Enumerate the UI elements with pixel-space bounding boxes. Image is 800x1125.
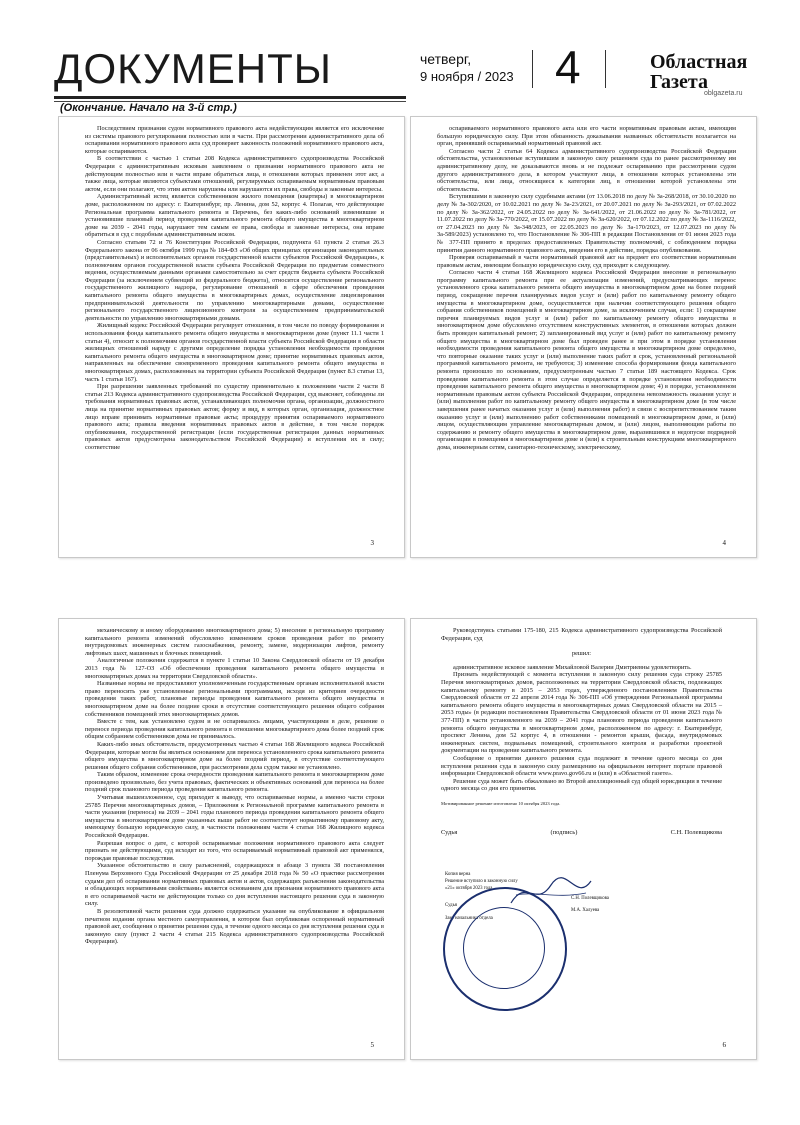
paragraph: Вместе с тем, как установлено судом и не оспаривалось лицами, участвующими в деле, решение о переносе периода проведения капитального ремонта в отношении многоквартирного дома более поздний срок общим собранием собственников дома не принималось.: [85, 718, 384, 741]
paragraph: Согласно статьям 72 и 76 Конституции Российской Федерации, подпункта 61 пункта 2 статьи 26.3 Федерального закона от 06 октября 1999 года № 184-ФЗ «Об общих принципах организации законодательных (представительных) и исполнительных органов государственной власти субъектов Российской Федерации», к полномочиям органов государственной власти субъекта Российской Федерации по предметам совместного ведения, осуществляемым данными органами самостоятельно за счет средств бюджета субъекта Российской Федерации (за исключением субвенций из федерального бюджета), относится осуществление регионального государственного жилищного надзора, регулирование отношений в сфере обеспечения проведения капитального ремонта общего имущества в многоквартирных домах, осуществление лицензирования предпринимательской деятельности по управлению многоквартирными домами, осуществление регионального государственного лицензионного контроля за осуществлением предпринимательской деятельности по управлению многоквартирными домами.: [85, 238, 384, 322]
court-intro: Руководствуясь статьями 175-180, 215 Кодекса административного судопроизводства Российской Федерации, суд: [441, 627, 722, 642]
copy-name: С.Н. Полевщикова: [571, 896, 609, 901]
paragraph: Учитывая вышеизложенное, суд приходит к выводу, что оспариваемые нормы, а именно части строки 25785 Перечня многоквартирных домов, – Приложения к Региональной программе капитального ремонта в части указания (переноса) на 2039 – 2041 годы планового периода проведения капитального ремонта общего имущества в многоквартирном доме указанных выше работ не соответствует нормативному правовому акту, имеющему большую юридическую силу, в частности положениям части 4 статьи 168 Жилищного кодекса Российской Федерации.: [85, 794, 384, 840]
title-rule: [54, 96, 406, 99]
masthead: [0, 0, 800, 100]
document-page-3: [58, 116, 405, 558]
document-page-6: [410, 618, 757, 1060]
paragraph: В резолютивной части решения суда должно содержаться указание на опубликование в официальном печатном издании органа местного самоуправления, в котором был опубликован оспоренный нормативный правовой акт, сообщения о принятии решения суда, в течение одного месяца со дня вступления решения суда в законную силу (пункт 2 части 4 статьи 215 Кодекса административного судопроизводства Российской Федерации).: [85, 907, 384, 946]
paragraph: Разрешая вопрос о дате, с которой оспариваемые положения нормативного правового акта следует признать не действующими, суд исходит из того, что оспариваемый нормативный правовой акт применялся, порождая правовые последствия.: [85, 839, 384, 862]
logo-line1: Областная: [650, 51, 748, 73]
section-title: ДОКУМЕНТЫ: [54, 45, 332, 92]
page-body: [85, 627, 384, 946]
paragraph: Названные нормы не предоставляют уполномоченным государственным органам исполнительной власти право переносить уже установленные региональными программами, исходя из критериев очередности проведения таких работ, плановые периоды проведения капитального ремонта общего имущества в многоквартирном доме на более поздние сроки в отсутствие соответствующего решения общего собрания собственников помещений этих многоквартирных домов.: [85, 680, 384, 718]
paragraph: В соответствии с частью 1 статьи 208 Кодекса административного судопроизводства Российской Федерации с административным исковым заявлением о признании нормативного правового акта не действующим полностью или в части вправе обратиться лица, в отношении которых применен этот акт, а также лица, которые являются субъектами отношений, регулируемых оспариваемым нормативным правовым актом, если они полагают, что этим актом нарушены или нарушаются их права, свободы и законные интересы.: [85, 155, 384, 193]
page-number: 4: [722, 539, 726, 547]
reasoned-decision-note: Мотивированное решение изготовлено 10 октября 2023 года.: [441, 800, 561, 806]
document-page-4: [410, 116, 757, 558]
page-number: 6: [722, 1041, 726, 1049]
newspaper-logo: [650, 52, 747, 92]
issue-date-value: 9 ноября / 2023: [420, 69, 514, 84]
paragraph: Аналогичные положения содержатся в пункте 1 статьи 10 Закона Свердловской области от 19 декабря 2013 года № 127-ОЗ «Об обеспечении проведения капитального ремонта общего имущества в многоквартирных домах на территории Свердловской области».: [85, 657, 384, 680]
separator: [605, 50, 606, 88]
site-url: oblgazeta.ru: [704, 90, 743, 97]
paragraph: Последствием признания судом нормативного правового акта недействующим является его исключение из системы правового регулирования полностью или в части. При рассмотрении административного дела об оспаривании нормативного правового акта суд проверяет законность положений нормативного правового акта, которые оспариваются.: [85, 125, 384, 155]
copy-line: Копия верна: [445, 872, 471, 877]
paragraph: Решение суда может быть обжаловано во Второй апелляционный суд общей юрисдикции в течение одного месяца со дня его принятия.: [441, 777, 722, 793]
newspaper-page-number: 4: [555, 41, 581, 93]
paragraph: Согласно части 4 статьи 168 Жилищного кодекса Российской Федерации внесение в региональную программу капитального ремонта при ее актуализации изменений, предусматривающих перенос установленного срока капитального ремонта общего имущества в многоквартирном доме на более поздний период, сокращение перечня планируемых видов услуг и (или) работ по капитальному ремонту общего имущества в многоквартирном доме, осуществляется при наличии соответствующего решения общего собрания собственников помещений в многоквартирном доме, за исключением случая, если: 1) сокращение перечня планируемых видов услуг и (или) работ по капитальному ремонту общего имущества в многоквартирном доме обусловлено отсутствием конструктивных элементов, в отношении которых должен быть проведен капитальный ремонт; 2) запланированный вид услуг и (или) работ по капитальному ремонту общего имущества в многоквартирном доме был проведен ранее и при этом в порядке установления необходимости проведения капитального ремонта общего имущества в многоквартирном доме определено, что повторные оказание таких услуг и (или) выполнение таких работ в срок, установленный региональной программой капитального ремонта, не требуются; 3) изменение способа формирования фонда капитального ремонта произошло по основаниям, предусмотренным частью 7 статьи 189 настоящего Кодекса. Срок проведения капитального ремонта в этом случае определяется в порядке установления необходимости проведения капитального ремонта общего имущества в многоквартирном доме; 4) в порядке, установленном нормативным правовым актом субъекта Российской Федерации, определена невозможность оказания услуг и (или) выполнения работ по капитальному ремонту общего имущества в многоквартирном доме (в том числе завершения ранее начатых оказания услуг и (или) выполнения работ) в связи с воспрепятствованием таким оказанию услуг и (или) выполнению работ собственниками помещений в многоквартирном доме, и (или) лицом, осуществляющим управление многоквартирным домом, и (или) лицом, выполняющим работы по содержанию и ремонту общего имущества в многоквартирном доме, выразившимся в недопуске подрядной организации в помещения в многоквартирном доме и (или) к строительным конструкциям многоквартирного дома, инженерным сетям, санитарно-техническому, электрическому,: [437, 269, 736, 451]
separator: [532, 50, 533, 88]
paragraph: При разрешении заявленных требований по существу применительно к положениям части 2 части 8 статьи 213 Кодекса административного судопроизводства Российской Федерации, суд выясняет, соблюдены ли требования нормативных правовых актов, устанавливающих полномочия органа, организации, должностного лица на принятие нормативных правовых актов; форму и вид, в которых орган, организация, должностное лицо вправе принимать нормативные правовые акты; процедуру принятия оспариваемого нормативного правового акта; правила введения нормативных правовых актов в действие, в том числе порядок опубликования, государственной регистрации (если государственная регистрация данных нормативных правовых актов предусмотрена законодательством Российской Федерации) и вступления их в силу; соответствие: [85, 383, 384, 451]
decision-heading: решил:: [571, 650, 592, 658]
paragraph: Признать недействующей с момента вступления в законную силу решения суда строку 25785 Перечня многоквартирных домов, расположенных на территории Свердловской области, подлежащих капитальному ремонту в 2015 – 2053 годах, утвержденного постановлением Правительства Свердловской области от 22 апреля 2014 года № 306-ПП «Об утверждении Региональной программы капитального ремонта общего имущества в многоквартирных домах Свердловской области на 2015 – 2053 годы» (в редакции постановления Правительства Свердловской области от 01 июня 2023 года № 377-ПП) в части установленного на 2039 – 2041 годы планового периода проведения капитального ремонта общего имущества в многоквартирном доме, расположенном по адресу: г. Екатеринбург, проспект Ленина, дом 52 корпус 4, в отношении - ремонтов крыши, фасада, внутридомовых инженерных систем, подвальных помещений, строительного контроля и разработки проектной документации на проведение капитального ремонта.: [441, 671, 722, 755]
document-page-5: [58, 618, 405, 1060]
copy-line: Судья: [445, 903, 458, 908]
page-body: [85, 125, 384, 452]
stamp-inner-ring: [463, 907, 545, 989]
page-body: [441, 627, 722, 836]
paragraph: Таким образом, изменение срока очередности проведения капитального ремонта в многоквартирном доме произведено произвольно, без учета правовых, фактических и объективных оснований для переноса на более поздний срок планового периода проведения капитального ремонта.: [85, 771, 384, 794]
paragraph: Согласно части 2 статьи 64 Кодекса административного судопроизводства Российской Федерации обстоятельства, установленные вступившим в законную силу решением суда по ранее рассмотренному им административному делу, не доказываются вновь и не подлежат оспариванию при рассмотрении судом другого административного дела, в котором участвуют лица, в отношении которых установлены эти обстоятельства, или лица, относящиеся к категории лиц, в отношении которой установлены эти обстоятельства.: [437, 147, 736, 193]
copy-line: «21» октября 2023 года: [445, 886, 493, 891]
continuation-note: (Окончание. Начало на 3-й стр.): [60, 102, 237, 114]
paragraph: Административный истец является собственником жилого помещения (квартиры) в многоквартирном доме, расположенном по адресу: г. Екатеринбург, пр. Ленина, дом 52, корпус 4. Полагая, что действующие Региональная программа капитального ремонта и Перечень, без каких-либо оснований изменившие и установившие плановый период проведения капитального ремонта общего имущества в многоквартирном доме на 2039 - 2041 годы, нарушают тем самым ее права, свободы и законные интересы, она вправе обратиться в суд с подобным административным иском.: [85, 193, 384, 239]
paragraph: Вступившими в законную силу судебными актами (от 13.06.2018 по делу № За-268/2018, от 30.10.2020 по делу № За-302/2020, от 10.02.2021 по делу № За-23/2021, от 20.07.2021 по делу № За-293/2021, от 07.02.2022 по делу № За-362/2022, от 24.05.2022 по делу № За-641/2022, от 21.06.2022 по делу № За-781/2022, от 11.07.2022 по делу № За-770/2022, от 15.07.2022 по делу № За-620/2022, от 07.12.2022 по делу № За-1116/2022, от 27.04.2023 по делу № За-348/2023, от 22.05.2023 по делу № За-170/2023, от 12.07.2023 по делу № За-589/2023) установлено то, что Постановление № 306-ПП в редакции Постановления от 01 июня 2023 года № 377-ПП принято в пределах предоставленных Правительству полномочий, с соблюдением порядка принятия данного нормативного правового акта, введения его в действие, порядка опубликования.: [437, 193, 736, 254]
signature-label: (подпись): [550, 828, 578, 836]
signature-row: [441, 829, 722, 837]
paragraph: Каких-либо иных обстоятельств, предусмотренных частью 4 статьи 168 Жилищного кодекса Российской Федерации, которые могли бы являться основанием для переноса установленного срока капитального ремонта общего имущества в многоквартирном доме на более поздний период, в отсутствие соответствующего решения общего собрания собственников, при рассмотрении дела судом также не установлено.: [85, 740, 384, 771]
paragraph: административное исковое заявление Михайловой Валерии Дмитриевны удовлетворить.: [453, 663, 692, 671]
paragraph: Проверяя оспариваемый в части нормативный правовой акт на предмет его соответствия нормативным правовым актам, имеющим большую юридическую силу, суд приходит к следующему.: [437, 254, 736, 269]
paragraph: Жилищный кодекс Российской Федерации регулирует отношения, в том числе по поводу формирования и использования фонда капитального ремонта общего имущества в многоквартирном доме (пункт 11.1 части 1 статьи 4), относит к полномочиям органов государственной власти субъекта Российской Федерации в области жилищных отношений наряду с другими определение порядка установления необходимости проведения капитального ремонта общего имущества в многоквартирном доме; принятие нормативных правовых актов, направленных на обеспечение своевременного проведения капитального ремонта общего имущества в многоквартирных домах, расположенных на территории субъекта Российской Федерации (пункт 8.3 статьи 13, часть 1 статьи 167).: [85, 322, 384, 383]
copy-name: М.А. Халуева: [571, 908, 600, 913]
issue-date: [420, 50, 514, 86]
paragraph: Указанное обстоятельство в силу разъяснений, содержащихся в абзаце 3 пункта 38 постановления Пленума Верховного Суда Российской Федерации от 25 декабря 2018 года № 50 «О практике рассмотрения судами дел об оспаривании нормативных правовых актов и актов, содержащих разъяснения законодательства и обладающих нормативными свойствами» является основанием для признания нормативного правового акта в его оспариваемой части не действующим только со дня вступления настоящего решения суда в законную силу.: [85, 862, 384, 908]
page-body: [437, 125, 736, 452]
copy-line: Решение вступило в законную силу: [445, 879, 518, 884]
court-seal-stamp: [443, 887, 567, 1011]
paragraph: Сообщение о принятии данного решения суда подлежит в течение одного месяца со дня вступления решения суда в законную силу размещению на официальном интернет портале правовой информации Свердловской области www.pravo.gov66.ru и (или) в «Областной газете».: [441, 754, 722, 778]
page-number: 5: [370, 1041, 374, 1049]
paragraph: механическому и иному оборудованию многоквартирного дома; 5) внесение в региональную программу капитального ремонта изменений обусловлено изменением сроков проведения работ по ремонту внутридомовых инженерных систем газоснабжения, ремонту, замене, модернизации лифтов, ремонту лифтовых шахт, машинных и блочных помещений.: [85, 627, 384, 657]
issue-day: четверг,: [420, 51, 472, 67]
page-number: 3: [370, 539, 374, 547]
judge-label: Судья: [441, 828, 458, 836]
paragraph: оспариваемого нормативного правового акта или его части нормативным правовым актам, имеющим большую юридическую силу. При этом обязанность доказывания названных обстоятельств возлагается на орган, принявший оспариваемый нормативный правовой акт.: [437, 125, 736, 148]
copy-line: Зам. начальника отдела: [445, 916, 493, 921]
judge-name: С.Н. Полевщикова: [670, 828, 722, 836]
logo-line2: Газета: [650, 71, 708, 93]
